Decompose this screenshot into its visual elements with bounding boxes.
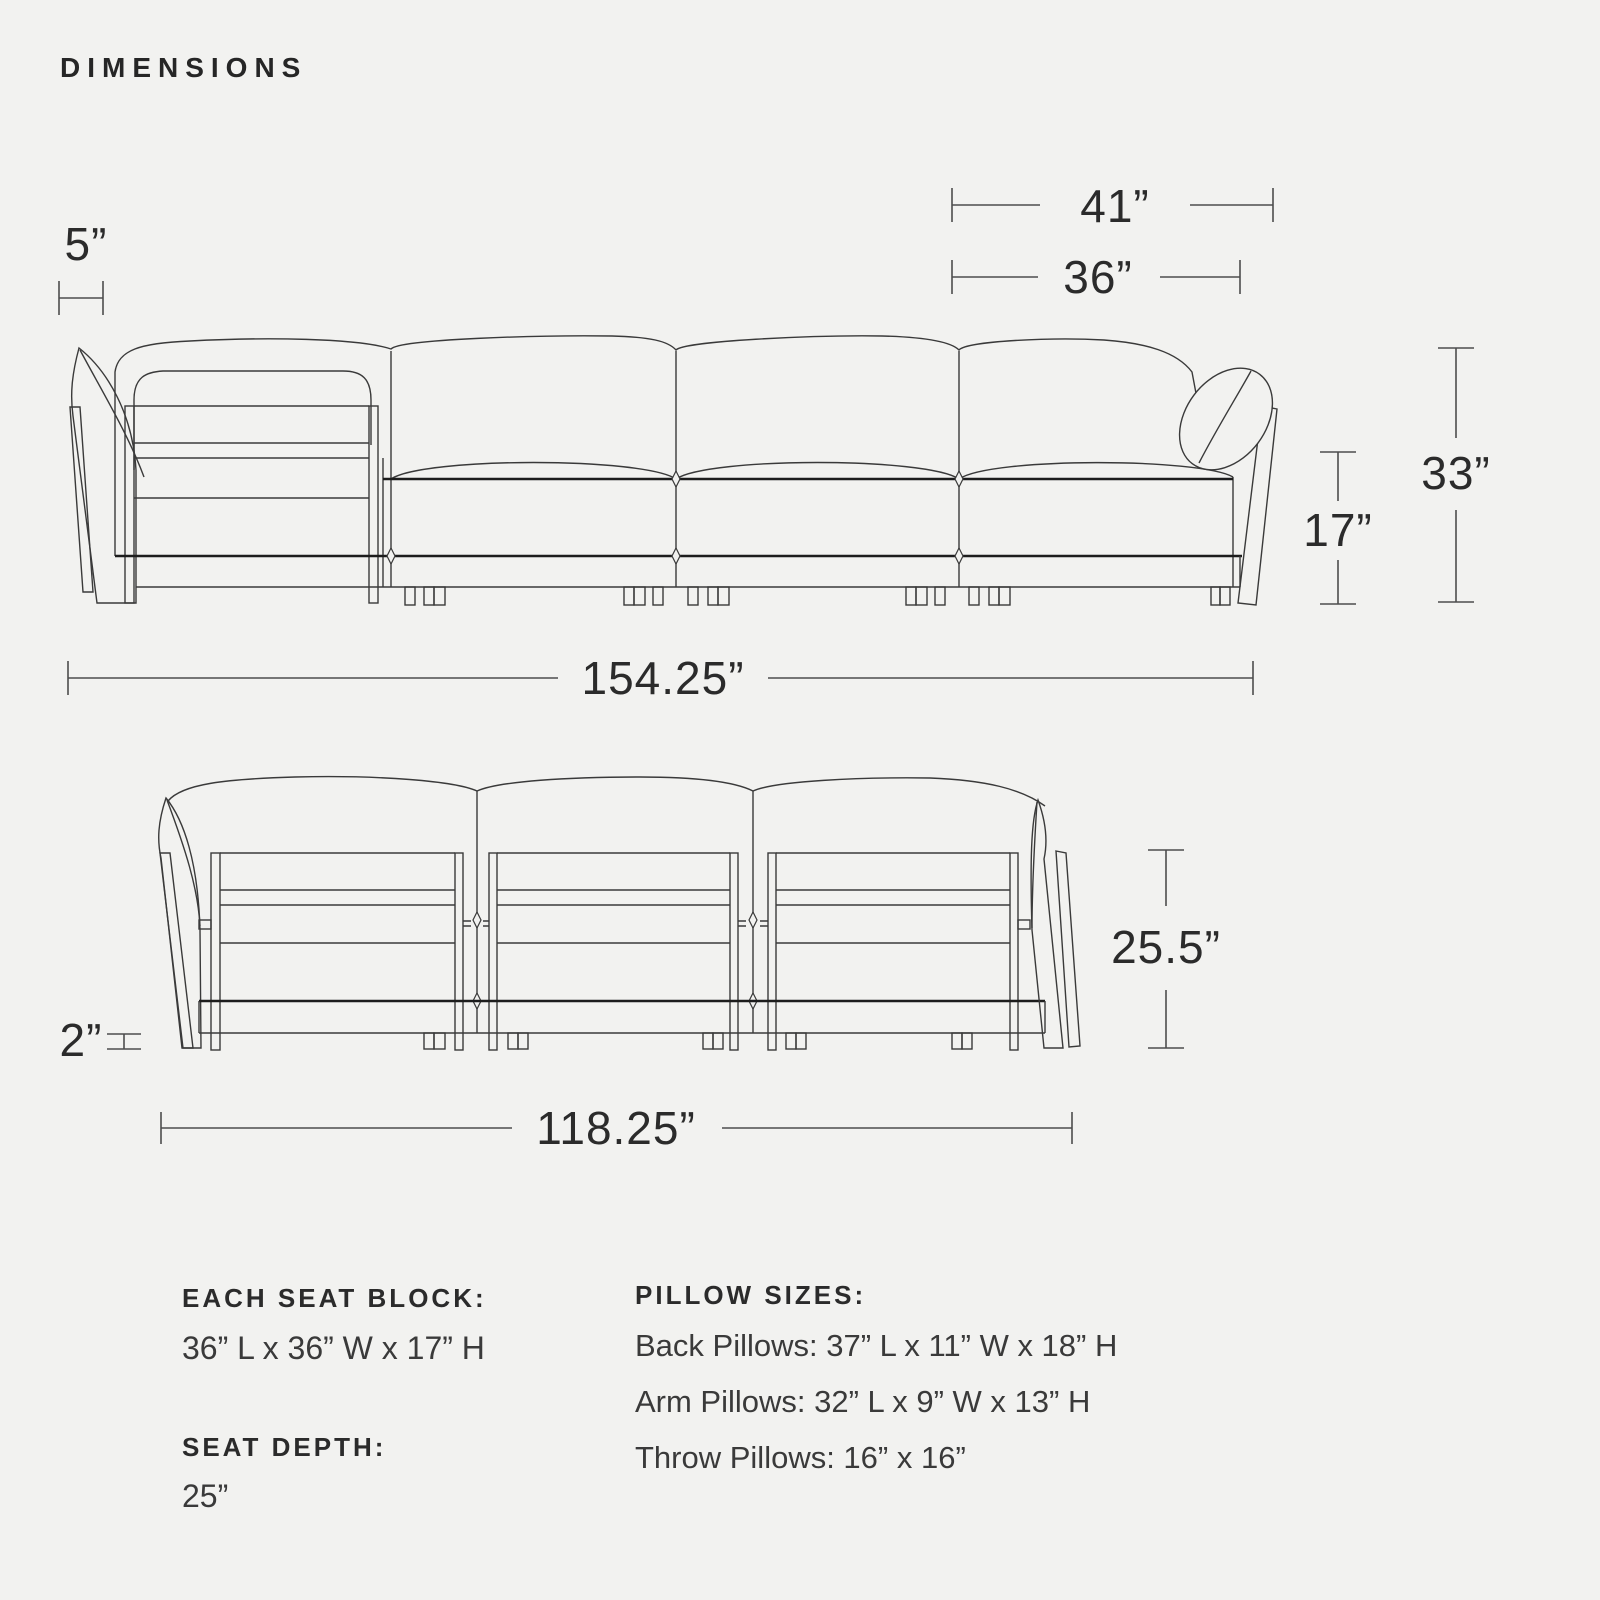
- leg: [508, 1033, 518, 1049]
- leg: [624, 587, 634, 605]
- frame-rails: [776, 853, 1010, 943]
- leg: [1211, 587, 1220, 605]
- pillow-line-arm: Arm Pillows: 32” L x 9” W x 13” H: [635, 1384, 1091, 1419]
- frame-rails: [220, 853, 455, 943]
- dim-label-overall-height: 33”: [1421, 447, 1491, 499]
- back-elevation-drawing: [159, 777, 1080, 1050]
- frame-post: [768, 853, 776, 1050]
- left-arm-seam: [167, 800, 200, 926]
- leg: [906, 587, 916, 605]
- leg: [708, 587, 718, 605]
- seat-depth-value: 25”: [182, 1478, 229, 1514]
- back-cushion-outline: [168, 777, 1045, 806]
- frame-rails: [134, 406, 369, 498]
- junction-brackets: [463, 921, 768, 926]
- leg: [952, 1033, 962, 1049]
- leg: [424, 1033, 434, 1049]
- seat-depth-heading: SEAT DEPTH:: [182, 1432, 387, 1462]
- side-elevation-drawing: [70, 336, 1292, 605]
- leg: [518, 1033, 528, 1049]
- leg: [989, 587, 999, 605]
- dim-label-arm-width: 5”: [64, 218, 108, 270]
- frame-post: [455, 853, 463, 1050]
- leg: [935, 587, 945, 605]
- dim-label-back-height: 25.5”: [1111, 921, 1221, 973]
- leg: [1220, 587, 1230, 605]
- leg: [916, 587, 927, 605]
- frame-rails: [497, 853, 730, 943]
- base-bottom-line: [136, 556, 1240, 587]
- leg: [653, 587, 663, 605]
- leg: [999, 587, 1010, 605]
- arm-bracket: [199, 920, 211, 929]
- leg: [713, 1033, 723, 1049]
- pillow-line-back: Back Pillows: 37” L x 11” W x 18” H: [635, 1328, 1118, 1363]
- leg: [424, 587, 434, 605]
- right-arm: [1031, 800, 1063, 1048]
- leg: [434, 587, 445, 605]
- frame-post: [211, 853, 220, 1050]
- left-arm-panel: [160, 853, 193, 1048]
- seat-cushions: [391, 463, 1233, 480]
- corner-back-cushion: [134, 371, 371, 470]
- dim-label-back-width: 118.25”: [536, 1102, 696, 1154]
- pillow-line-throw: Throw Pillows: 16” x 16”: [635, 1440, 966, 1475]
- pillow-sizes-heading: PILLOW SIZES:: [635, 1280, 867, 1310]
- arm-bracket: [1018, 920, 1030, 929]
- dim-label-seat-with-arm: 41”: [1080, 180, 1150, 232]
- leg: [703, 1033, 713, 1049]
- seat-block-heading: EACH SEAT BLOCK:: [182, 1283, 487, 1313]
- leg: [969, 587, 979, 605]
- dim-label-leg-height: 2”: [59, 1014, 103, 1066]
- leg: [718, 587, 729, 605]
- leg: [962, 1033, 972, 1049]
- back-cushion-outline: [115, 336, 1198, 556]
- bolster-pillow: [1160, 350, 1291, 488]
- left-arm-panel: [70, 407, 93, 592]
- leg: [796, 1033, 806, 1049]
- seat-block-value: 36” L x 36” W x 17” H: [182, 1330, 485, 1366]
- leg: [688, 587, 698, 605]
- leg: [634, 587, 645, 605]
- dim-label-seat-width: 36”: [1063, 251, 1133, 303]
- module-separators: [383, 351, 1233, 587]
- frame-post: [489, 853, 497, 1050]
- dim-label-seat-height: 17”: [1303, 504, 1373, 556]
- base-bottom-line: [199, 1001, 1045, 1033]
- frame-post: [1010, 853, 1018, 1050]
- leg: [405, 587, 415, 605]
- module-separators: [477, 791, 753, 1033]
- right-arm-seam: [1032, 802, 1037, 928]
- dim-label-overall-length: 154.25”: [581, 652, 745, 704]
- page-title: DIMENSIONS: [60, 52, 308, 83]
- leg: [434, 1033, 445, 1049]
- leg: [786, 1033, 796, 1049]
- frame-post: [730, 853, 738, 1050]
